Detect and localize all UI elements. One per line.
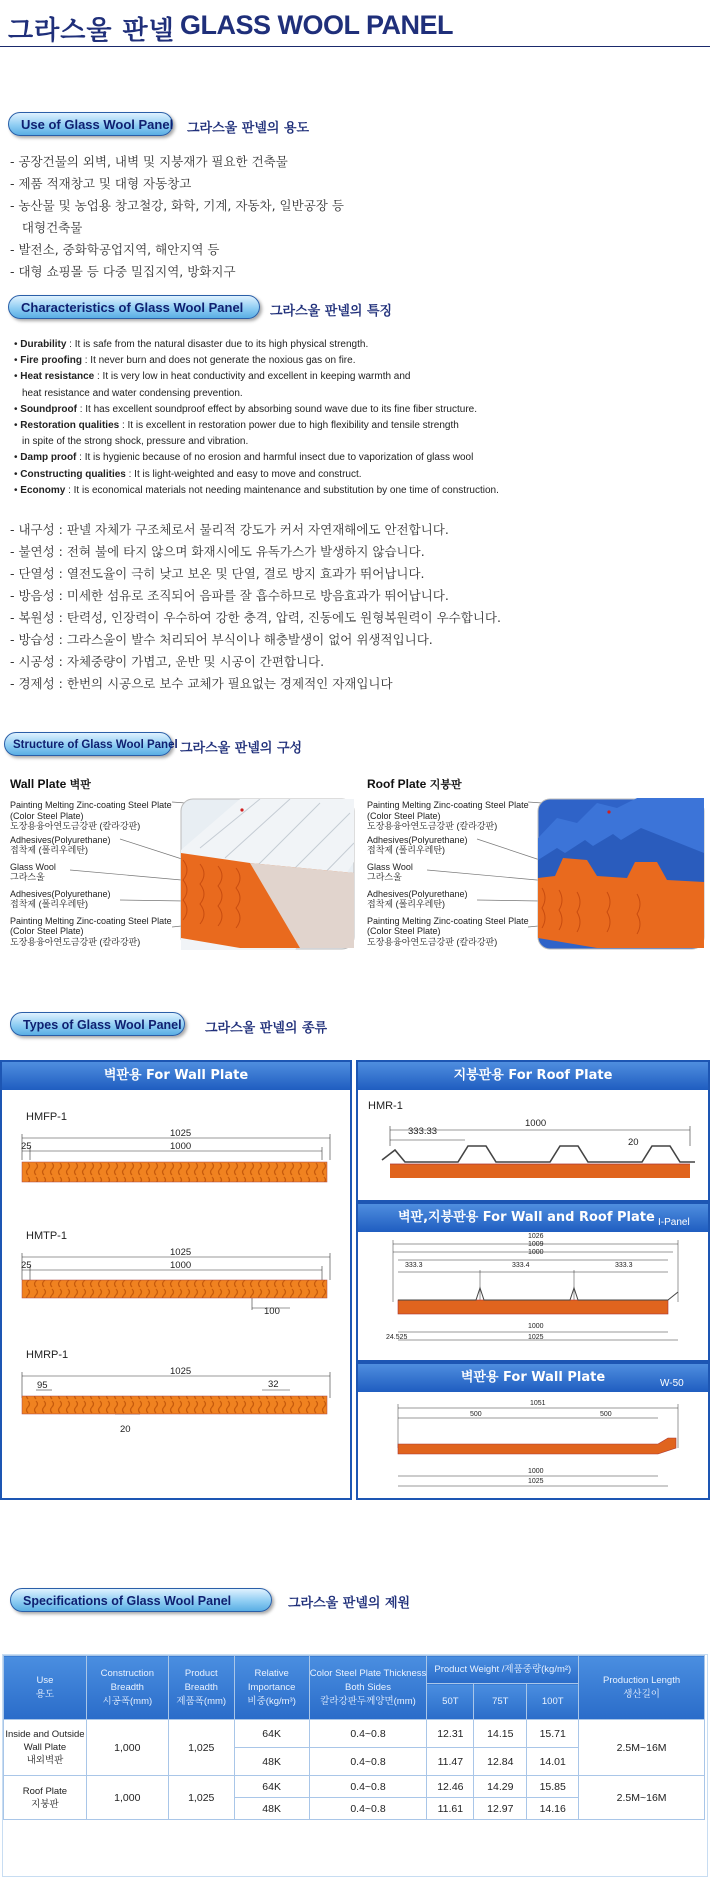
table-cell: 1,000: [86, 1720, 168, 1776]
dim-label: 1026: [528, 1233, 544, 1240]
dim-label: 1025: [528, 1478, 544, 1485]
table-cell: 0.4~0.8: [309, 1748, 427, 1776]
label-bottom-plate: Painting Melting Zinc-coating Steel Plate: [367, 915, 529, 926]
list-item: - 경제성 : 한번의 시공으로 보수 교체가 필요없는 경제적인 자재입니다: [10, 676, 393, 691]
dim-label: 24.525: [386, 1334, 408, 1341]
feature-text: : It is light-weighted and easy to move and construct.: [125, 468, 362, 480]
use-list: [10, 151, 344, 283]
table-cell: 48K: [234, 1798, 309, 1820]
types-heading: Types of Glass Wool Panel: [10, 1012, 185, 1036]
list-item: - 내구성 : 판넬 자체가 구조체로서 물리적 강도가 커서 자연재해에도 안전합니다.: [10, 522, 449, 537]
dim-label: 32: [268, 1379, 279, 1390]
col-75t: 75T: [474, 1684, 527, 1720]
table-cell: Inside and Outside Wall Plate 내외벽판: [4, 1720, 87, 1776]
table-cell: 0.4~0.8: [309, 1720, 427, 1748]
feature-list-korean: [10, 519, 501, 695]
label-adhesive-ko: 접착제 (폴리우레탄): [367, 845, 446, 855]
label-top-plate-sub: (Color Steel Plate): [10, 810, 84, 821]
feature-text: heat resistance and water condensing prevention.: [22, 387, 243, 399]
table-cell: 12.97: [474, 1798, 527, 1820]
feature-item: [14, 434, 499, 450]
list-item: - 방음성 : 미세한 섬유로 조직되어 음파를 잘 흡수하므로 방음효과가 뛰어납니다.: [10, 588, 449, 603]
feature-list: [14, 337, 499, 499]
feature-text: : It never burn and does not generate the noxious gas on fire.: [81, 355, 356, 367]
table-cell: 11.47: [427, 1748, 474, 1776]
list-item: 대형건축물: [10, 220, 83, 235]
table-cell: 48K: [234, 1748, 309, 1776]
label-adhesive-ko: 접착제 (폴리우레탄): [10, 845, 89, 855]
wall-plate-title: [10, 776, 91, 792]
table-cell: 14.16: [527, 1798, 579, 1820]
table-cell: Roof Plate 지붕판: [4, 1776, 87, 1820]
feature-term: Economy: [20, 484, 66, 496]
feature-item: • Economy : It is economical materials not needing maintenance and substitution by one time of construction.: [14, 484, 499, 496]
feature-item: • Restoration qualities : It is excellent in restoration power due to high flexibility and tensile strength: [14, 420, 459, 432]
list-item: - 제품 적재창고 및 대형 자동창고: [10, 176, 192, 191]
label-top-plate: Painting Melting Zinc-coating Steel Plate: [10, 800, 172, 810]
spec-heading-ko: 그라스울 판넬의 제원: [288, 1596, 411, 1611]
characteristics-heading-ko: 그라스울 판넬의 특징: [270, 304, 393, 319]
dim-label: 333.33: [408, 1126, 438, 1137]
label-bottom-plate-sub: (Color Steel Plate): [367, 926, 441, 936]
table-cell: 12.84: [474, 1748, 527, 1776]
roof-plate-drawing: [360, 1110, 705, 1195]
model-hmrp: HMRP-1: [26, 1349, 69, 1361]
dim-label: 95: [37, 1380, 48, 1391]
title-korean: 그라스울 판넬: [8, 16, 175, 46]
list-item: - 공장건물의 외벽, 내벽 및 지붕재가 필요한 건축물: [10, 154, 288, 169]
table-cell: 1,000: [86, 1776, 168, 1820]
table-cell: 15.71: [527, 1720, 579, 1748]
dim-label: 20: [628, 1137, 639, 1148]
feature-text: in spite of the strong shock, pressure and vibration.: [22, 436, 249, 448]
characteristics-heading: Characteristics of Glass Wool Panel: [8, 295, 260, 319]
dim-label: 1000: [170, 1141, 192, 1152]
table-cell: 64K: [234, 1720, 309, 1748]
table-cell: 14.29: [474, 1776, 527, 1798]
table-cell: 12.31: [427, 1720, 474, 1748]
table-cell: 14.15: [474, 1720, 527, 1748]
feature-term: Durability: [20, 339, 67, 350]
w50-tag: W-50: [660, 1378, 684, 1389]
label-glass-wool: Glass Wool: [10, 861, 56, 872]
wall-roof-bar-label: 벽판,지붕판용 For Wall and Roof Plate: [398, 1210, 655, 1225]
feature-term: Restoration qualities: [20, 420, 120, 432]
feature-text: : It is excellent in restoration power due to high flexibility and tensile strength: [119, 420, 459, 432]
model-hmr: HMR-1: [368, 1100, 403, 1112]
feature-item: [14, 386, 499, 402]
wall-plate-title-ko: 벽판: [69, 779, 91, 791]
dim-label: 1025: [170, 1128, 192, 1139]
label-glass-wool-ko: 그라스울: [367, 872, 402, 882]
dim-label: 1000: [170, 1260, 192, 1271]
label-adhesive: Adhesives(Polyurethane): [10, 834, 111, 845]
list-item: - 복원성 : 탄력성, 인장력이 우수하여 강한 충격, 압력, 진동에도 원형복원력이 우수합니다.: [10, 610, 501, 625]
dim-label: 1000: [525, 1118, 547, 1129]
model-hmfp: HMFP-1: [26, 1111, 67, 1123]
feature-item: • Heat resistance : It is very low in heat conductivity and excellent in keeping warmth and: [14, 371, 411, 383]
col-construction-breadth: Construction Breadth 시공폭(mm): [86, 1656, 168, 1720]
dim-label: 500: [470, 1411, 482, 1418]
roof-plate-bar: 지붕판용 For Roof Plate: [358, 1062, 708, 1090]
dim-label: 1009: [528, 1241, 544, 1248]
dim-label: 500: [600, 1411, 612, 1418]
label-adhesive: Adhesives(Polyurethane): [367, 834, 468, 845]
w50-bar: 벽판용 For Wall Plate: [358, 1364, 708, 1392]
feature-text: : It is economical materials not needing maintenance and substitution by one time of construction.: [65, 484, 499, 496]
dim-label: 1025: [170, 1247, 192, 1258]
model-hmtp: HMTP-1: [26, 1230, 67, 1242]
label-adhesive-2: Adhesives(Polyurethane): [10, 888, 111, 899]
list-item: - 방습성 : 그라스울이 발수 처리되어 부식이나 해충발생이 없어 위생적입니다.: [10, 632, 433, 647]
col-product-weight: Product Weight /제품중량(kg/m²): [427, 1656, 579, 1684]
dim-label: 333.3: [405, 1262, 423, 1269]
use-heading-ko: 그라스울 판넬의 용도: [187, 121, 310, 136]
ipanel-tag: I-Panel: [658, 1217, 690, 1228]
label-bottom-plate-ko: 도장용융아연도금강판 (칼라강판): [367, 936, 498, 947]
label-top-plate: Painting Melting Zinc-coating Steel Plate: [367, 800, 529, 810]
label-glass-wool-ko: 그라스울: [10, 872, 45, 882]
label-adhesive-2-ko: 접착제 (폴리우레탄): [367, 899, 446, 909]
feature-item: • Constructing qualities : It is light-weighted and easy to move and construct.: [14, 468, 362, 480]
col-relative-importance: Relative Importance 비중(kg/m³): [234, 1656, 309, 1720]
feature-item: • Damp proof : It is hygienic because of no erosion and harmful insect due to vaporization of glass wool: [14, 452, 474, 464]
col-use: Use 용도: [4, 1656, 87, 1720]
dim-label: 25: [21, 1260, 32, 1271]
label-glass-wool: Glass Wool: [367, 861, 413, 872]
label-bottom-plate: Painting Melting Zinc-coating Steel Plate: [10, 915, 172, 926]
wall-plate-title-en: Wall Plate: [10, 777, 67, 791]
feature-term: Damp proof: [20, 452, 77, 464]
col-50t: 50T: [427, 1684, 474, 1720]
spec-table-frame: [2, 1654, 708, 1877]
dim-label: 1000: [528, 1323, 544, 1330]
feature-item: • Soundproof : It has excellent soundproof effect by absorbing sound wave due to its fine fiber structure.: [14, 403, 477, 415]
structure-heading-ko: 그라스울 판넬의 구성: [180, 741, 303, 756]
wall-roof-bar: [358, 1204, 708, 1232]
structure-heading: Structure of Glass Wool Panel: [4, 732, 172, 756]
list-item: - 불연성 : 전혀 불에 타지 않으며 화재시에도 유독가스가 발생하지 않습니다.: [10, 544, 425, 559]
wall-plate-illustration: [180, 798, 355, 950]
label-top-plate-ko: 도장용융아연도금강판 (칼라강판): [367, 821, 498, 831]
table-cell: 12.46: [427, 1776, 474, 1798]
col-100t: 100T: [527, 1684, 579, 1720]
table-cell: 2.5M~16M: [579, 1776, 705, 1820]
feature-text: : It is very low in heat conductivity and excellent in keeping warmth and: [94, 371, 411, 383]
col-product-breadth: Product Breadth 제품폭(mm): [168, 1656, 234, 1720]
table-cell: 15.85: [527, 1776, 579, 1798]
feature-item: • Fire proofing : It never burn and does not generate the noxious gas on fire.: [14, 355, 356, 367]
list-item: - 대형 쇼핑몰 등 다중 밀집지역, 방화지구: [10, 264, 236, 279]
table-cell: 11.61: [427, 1798, 474, 1820]
dim-label: 1000: [528, 1249, 544, 1256]
feature-item: • Durability : It is safe from the natural disaster due to its high physical strength.: [14, 339, 369, 350]
list-item: - 단열성 : 열전도율이 극히 낮고 보온 및 단열, 결로 방지 효과가 뛰어납니다.: [10, 566, 425, 581]
table-cell: 1,025: [168, 1720, 234, 1776]
feature-text: : It has excellent soundproof effect by absorbing sound wave due to its fine fiber structure.: [76, 403, 477, 415]
label-top-plate-ko: 도장용융아연도금강판 (칼라강판): [10, 821, 141, 831]
page-header: [0, 0, 710, 47]
table-cell: 1,025: [168, 1776, 234, 1820]
label-adhesive-2: Adhesives(Polyurethane): [367, 888, 468, 899]
dim-label: 1025: [170, 1366, 192, 1377]
feature-term: Fire proofing: [20, 355, 82, 367]
list-item: - 발전소, 중화학공업지역, 해안지역 등: [10, 242, 220, 257]
dim-label: 1025: [528, 1334, 544, 1341]
dim-label: 100: [264, 1306, 280, 1317]
dim-label: 1000: [528, 1468, 544, 1475]
spec-heading: Specifications of Glass Wool Panel: [10, 1588, 272, 1612]
types-heading-ko: 그라스울 판넬의 종류: [205, 1021, 328, 1036]
feature-term: Soundproof: [20, 403, 77, 415]
table-cell: 14.01: [527, 1748, 579, 1776]
roof-plate-title-en: Roof Plate: [367, 777, 427, 791]
col-production-length: Production Length 생산길이: [579, 1656, 705, 1720]
dim-label: 25: [21, 1141, 32, 1152]
roof-plate-title: [367, 776, 462, 792]
table-cell: 0.4~0.8: [309, 1798, 427, 1820]
wall-plate-drawings: [0, 1120, 352, 1450]
dim-label: 1051: [530, 1400, 546, 1407]
label-bottom-plate-sub: (Color Steel Plate): [10, 926, 84, 936]
feature-term: Constructing qualities: [20, 468, 126, 480]
spec-table: [3, 1655, 705, 1820]
label-bottom-plate-ko: 도장용융아연도금강판 (칼라강판): [10, 936, 141, 947]
list-item: - 시공성 : 자체중량이 가볍고, 운반 및 시공이 간편합니다.: [10, 654, 325, 669]
list-item: - 농산물 및 농업용 창고철강, 화학, 기계, 자동차, 일반공장 등: [10, 198, 344, 213]
roof-plate-title-ko: 지붕판: [429, 779, 462, 791]
table-cell: 0.4~0.8: [309, 1776, 427, 1798]
table-cell: 64K: [234, 1776, 309, 1798]
label-top-plate-sub: (Color Steel Plate): [367, 810, 441, 821]
wall-plate-bar: 벽판용 For Wall Plate: [2, 1062, 350, 1090]
label-adhesive-2-ko: 접착제 (폴리우레탄): [10, 899, 89, 909]
roof-plate-illustration: [537, 798, 705, 950]
feature-text: : It is safe from the natural disaster due to its high physical strength.: [66, 339, 369, 350]
table-cell: 2.5M~16M: [579, 1720, 705, 1776]
use-heading: Use of Glass Wool Panel: [8, 112, 173, 136]
feature-text: : It is hygienic because of no erosion and harmful insect due to vaporization of glass wool: [76, 452, 474, 464]
col-color-steel: Color Steel Plate Thickness Both Sides 칼라강판두께양면(mm): [309, 1656, 427, 1720]
dim-label: 333.4: [512, 1262, 530, 1269]
feature-term: Heat resistance: [20, 371, 95, 383]
dim-label: 333.3: [615, 1262, 633, 1269]
dim-label: 20: [120, 1424, 131, 1435]
title-english: GLASS WOOL PANEL: [180, 10, 454, 40]
